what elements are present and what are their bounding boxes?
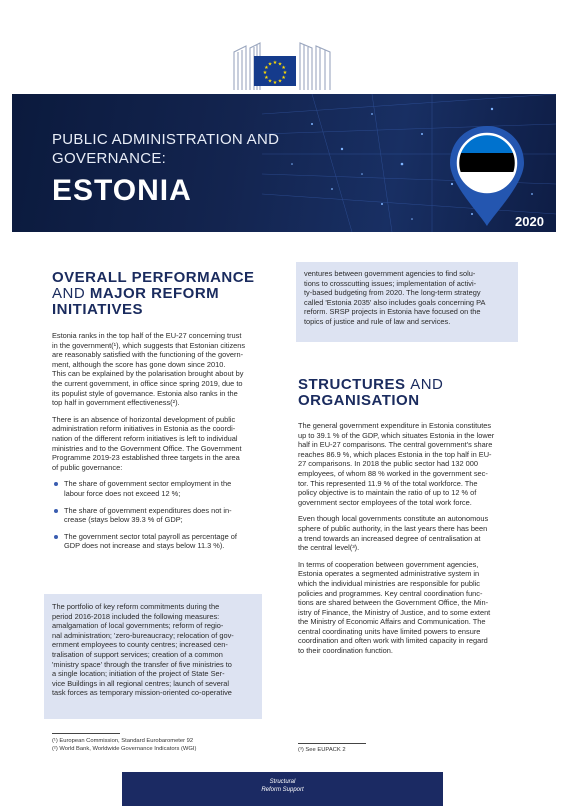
footnote-2: (²) World Bank, Worldwide Governance Indicators (WGI) (52, 746, 197, 752)
svg-text:★: ★ (277, 78, 283, 85)
section-heading-structures: STRUCTURES AND ORGANISATION (298, 376, 444, 409)
eu-flag-icon (254, 56, 296, 86)
targets-list (52, 479, 267, 551)
structural-reform-support-footer (122, 772, 443, 806)
logo-text-line1: European (22, 46, 51, 53)
list-item: The government sector total payroll as percentage of GDP does not increase and stays below 11.3 %). (52, 532, 267, 551)
paragraph-reform-coordination: There is an absence of horizontal development of public administration reform initiatives in Estonia as the coordi- nation of the different reform initiatives is left to individual ministries and to the Government Office. The Government Programme 2019-23 established three targets in the area of public governance: (52, 414, 242, 472)
footnote-3: (³) See EUPACK 2 (298, 747, 346, 753)
left-column (52, 270, 267, 558)
estonia-flag-pin-icon (450, 126, 524, 226)
svg-text:★: ★ (267, 78, 273, 85)
paragraph-expenditure: The general government expenditure in Estonia constitutes up to 39.1 % of the GDP, which situates Estonia in the lower half in EU-27 comparisons. The central government's share reaches 86.9 %, which places Estonia in the top half in EU- 27 comparisons. In 2018 the public sector had 132 000 employees, of whom 88 % worked in the government sec- tor. This represented 11.9 % of the total workforce. The policy objective is to maintain the ratio of up to 12 % of government sector employees of the total work force. (298, 421, 495, 507)
list-item: The share of government sector employment in the labour force does not exceed 12 %; (52, 479, 267, 498)
svg-text:★: ★ (264, 75, 269, 81)
section-heading-overall: OVERALL PERFORMANCE AND MAJOR REFORM INITIATIVES (52, 269, 255, 318)
srs-logo-text: Structural Reform Support (261, 779, 304, 793)
left-footnotes (52, 737, 272, 753)
list-item: The share of government expenditures does not in- crease (stays below 39.3 % of GDP; (52, 506, 267, 525)
footnote-divider (52, 733, 120, 734)
svg-text:★: ★ (272, 60, 278, 66)
svg-text:★: ★ (272, 80, 278, 86)
svg-text:★: ★ (264, 65, 269, 71)
publication-year: 2020 (515, 214, 544, 229)
footnote-1: (¹) European Commission, Standard Eurobarometer 92 (52, 738, 194, 744)
svg-text:★: ★ (282, 70, 288, 76)
svg-text:★: ★ (281, 65, 286, 71)
svg-text:★: ★ (267, 61, 273, 68)
paragraph-trust: Estonia ranks in the top half of the EU-27 concerning trust in the government(¹), which suggests that Estonian citizens are reasonably satisfied with the functioning of the govern- ment, although the score has gone down since 2010. This can be explained by the polarisation brought about by the current government, in office since spring 2019, due to its populist style of governance. Estonia also ranks in the top half in government effectiveness(²). (52, 331, 246, 408)
title-line-1: PUBLIC ADMINISTRATION AND (52, 131, 280, 148)
country-name: ESTONIA (52, 174, 192, 207)
svg-text:★: ★ (262, 70, 268, 76)
european-commission-wordmark (22, 46, 92, 61)
document-title (52, 130, 279, 168)
paragraph-cooperation: In terms of cooperation between government agencies, Estonia operates a segmented administrative system in which the individual ministries are responsible for public policies and programmes. Key central coordination func- tions are shared between the Government Office, the Min- istry of Finance, the Ministry of Justice, and to some extent the Ministry of Economic Affairs and Communication. The central coordinating units have limited powers to ensure coordination and often work with limited capacity in regard to their coordination function. (298, 559, 491, 656)
svg-text:★: ★ (281, 75, 286, 81)
footnote-divider-right (298, 743, 366, 744)
title-line-2: GOVERNANCE: (52, 150, 167, 167)
reform-commitments-box: The portfolio of key reform commitments during the period 2016-2018 included the following measures: amalgamation of local governments; reform of regio- nal administration; 'zero-bureaucracy; relocation of gov- ernment employees to county centres; increased cen- tralisation of support services; creation of a common 'ministry space' through the transfer of five ministries to a single location; initiation of the project of State Ser- vice Buildings in all regional centres; launch of several task forces as temporary mission-oriented co-operative (44, 594, 262, 719)
reform-commitments-box-continued: ventures between government agencies to find solu- tions to crosscutting issues; implementation of activi- ty-based budgeting from 2020. The long-term strategy called 'Estonia 2035' also includes goals concerning PA reform. SRSP projects in Estonia have focused on the topics of justice and rule of law and services. (296, 262, 518, 342)
svg-text:★: ★ (277, 61, 283, 68)
paragraph-local-government: Even though local governments constitute an autonomous sphere of public authority, in the last years there has been a trend towards an increased degree of centralisation at the central level(³). (298, 514, 489, 553)
right-column (298, 377, 518, 663)
logo-text-line2: Commission (22, 53, 58, 61)
